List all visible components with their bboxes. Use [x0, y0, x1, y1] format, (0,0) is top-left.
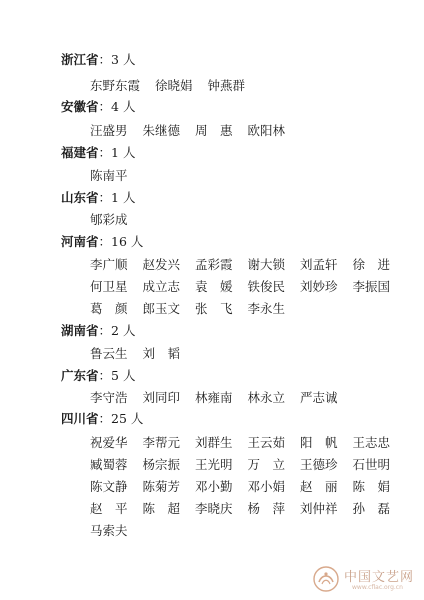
name-row — [90, 456, 390, 474]
person-name: 陈菊芳 — [142, 479, 181, 494]
person-name: 李守浩 — [90, 390, 128, 405]
person-name: 周 惠 — [195, 123, 233, 138]
province-count: ：5 人 — [98, 368, 136, 383]
province-heading-hunan — [61, 322, 135, 340]
person-name: 李帮元 — [142, 435, 181, 450]
person-name: 东野东霞 — [90, 78, 141, 93]
person-name: 王云茹 — [247, 435, 286, 450]
name-row — [90, 478, 390, 496]
person-name: 李晓庆 — [195, 501, 233, 516]
person-name: 郎玉文 — [142, 301, 181, 316]
province-count: ：1 人 — [98, 145, 136, 160]
person-name: 欧阳林 — [247, 123, 286, 138]
person-name: 朱继德 — [142, 123, 181, 138]
person-name: 赵 平 — [90, 501, 128, 516]
person-name: 陈 娟 — [352, 479, 391, 494]
person-name: 刘仲祥 — [300, 501, 338, 516]
province-count: ：4 人 — [98, 99, 136, 114]
person-name: 李广顺 — [90, 257, 128, 272]
name-row — [90, 300, 285, 318]
cflac-logo-icon — [312, 565, 340, 593]
person-name: 严志诚 — [300, 390, 338, 405]
person-name: 陈南平 — [90, 168, 128, 183]
watermark-url: www.cflac.org.cn — [352, 584, 403, 591]
province-count: ：2 人 — [98, 323, 136, 338]
province-count: ：3 人 — [98, 52, 136, 67]
province-heading-sichuan — [61, 410, 143, 428]
person-name: 王光明 — [195, 457, 233, 472]
person-name: 李永生 — [247, 301, 286, 316]
person-name: 杨 萍 — [247, 501, 286, 516]
person-name: 林永立 — [247, 390, 286, 405]
province-heading-guangdong — [61, 367, 135, 385]
person-name: 成立志 — [142, 279, 181, 294]
person-name: 邓小勤 — [195, 479, 233, 494]
person-name: 袁 媛 — [195, 279, 233, 294]
person-name: 李振国 — [352, 279, 391, 294]
person-name: 王志忠 — [352, 435, 391, 450]
person-name: 刘妙珍 — [300, 279, 338, 294]
person-name: 陈文静 — [90, 479, 128, 494]
province-name: 山东省 — [61, 190, 99, 205]
province-heading-henan — [61, 233, 143, 251]
person-name: 张 飞 — [195, 301, 233, 316]
name-row — [90, 122, 285, 140]
person-name: 臧蜀蓉 — [90, 457, 128, 472]
name-row — [90, 211, 128, 229]
person-name: 邓小娟 — [247, 479, 286, 494]
name-row — [90, 278, 390, 296]
person-name: 孙 磊 — [352, 501, 391, 516]
name-row — [90, 522, 128, 540]
province-heading-anhui — [61, 98, 135, 116]
name-row — [90, 389, 338, 407]
name-row — [90, 434, 390, 452]
person-name: 万 立 — [247, 457, 286, 472]
person-name: 铁俊民 — [247, 279, 286, 294]
person-name: 杨宗振 — [142, 457, 181, 472]
province-name: 安徽省 — [61, 99, 99, 114]
province-name: 福建省 — [61, 145, 99, 160]
person-name: 孟彩霞 — [195, 257, 233, 272]
person-name: 刘同印 — [142, 390, 181, 405]
province-name: 四川省 — [61, 411, 99, 426]
person-name: 徐晓娟 — [155, 78, 193, 93]
person-name: 徐 进 — [352, 257, 391, 272]
province-count: ：25 人 — [98, 411, 144, 426]
name-row — [90, 345, 180, 363]
province-name: 浙江省 — [61, 52, 99, 67]
name-row — [90, 500, 390, 518]
person-name: 林雍南 — [195, 390, 233, 405]
person-name: 陈 超 — [142, 501, 181, 516]
person-name: 鲁云生 — [90, 346, 128, 361]
name-row — [90, 256, 390, 274]
watermark-title: 中国文艺网 — [344, 570, 415, 585]
name-row — [90, 167, 128, 185]
person-name: 谢大锁 — [247, 257, 286, 272]
province-count: ：16 人 — [98, 234, 144, 249]
person-name: 何卫星 — [90, 279, 128, 294]
person-name: 葛 颜 — [90, 301, 128, 316]
person-name: 郇彩成 — [90, 212, 128, 227]
person-name: 汪盛男 — [90, 123, 128, 138]
person-name: 刘 韬 — [142, 346, 181, 361]
person-name: 赵 丽 — [300, 479, 338, 494]
person-name: 阳 帆 — [300, 435, 338, 450]
name-row — [90, 77, 245, 95]
province-count: ：1 人 — [98, 190, 136, 205]
watermark — [312, 563, 420, 597]
person-name: 马索夫 — [90, 523, 128, 538]
province-name: 湖南省 — [61, 323, 99, 338]
province-heading-shandong — [61, 189, 135, 207]
province-name: 河南省 — [61, 234, 99, 249]
province-heading-zhejiang — [61, 51, 135, 69]
person-name: 石世明 — [352, 457, 391, 472]
person-name: 刘孟轩 — [300, 257, 338, 272]
person-name: 钟燕群 — [207, 78, 246, 93]
person-name: 王德珍 — [300, 457, 338, 472]
person-name: 赵发兴 — [142, 257, 181, 272]
person-name: 祝爱华 — [90, 435, 128, 450]
person-name: 刘群生 — [195, 435, 233, 450]
province-name: 广东省 — [61, 368, 99, 383]
province-heading-fujian — [61, 144, 135, 162]
